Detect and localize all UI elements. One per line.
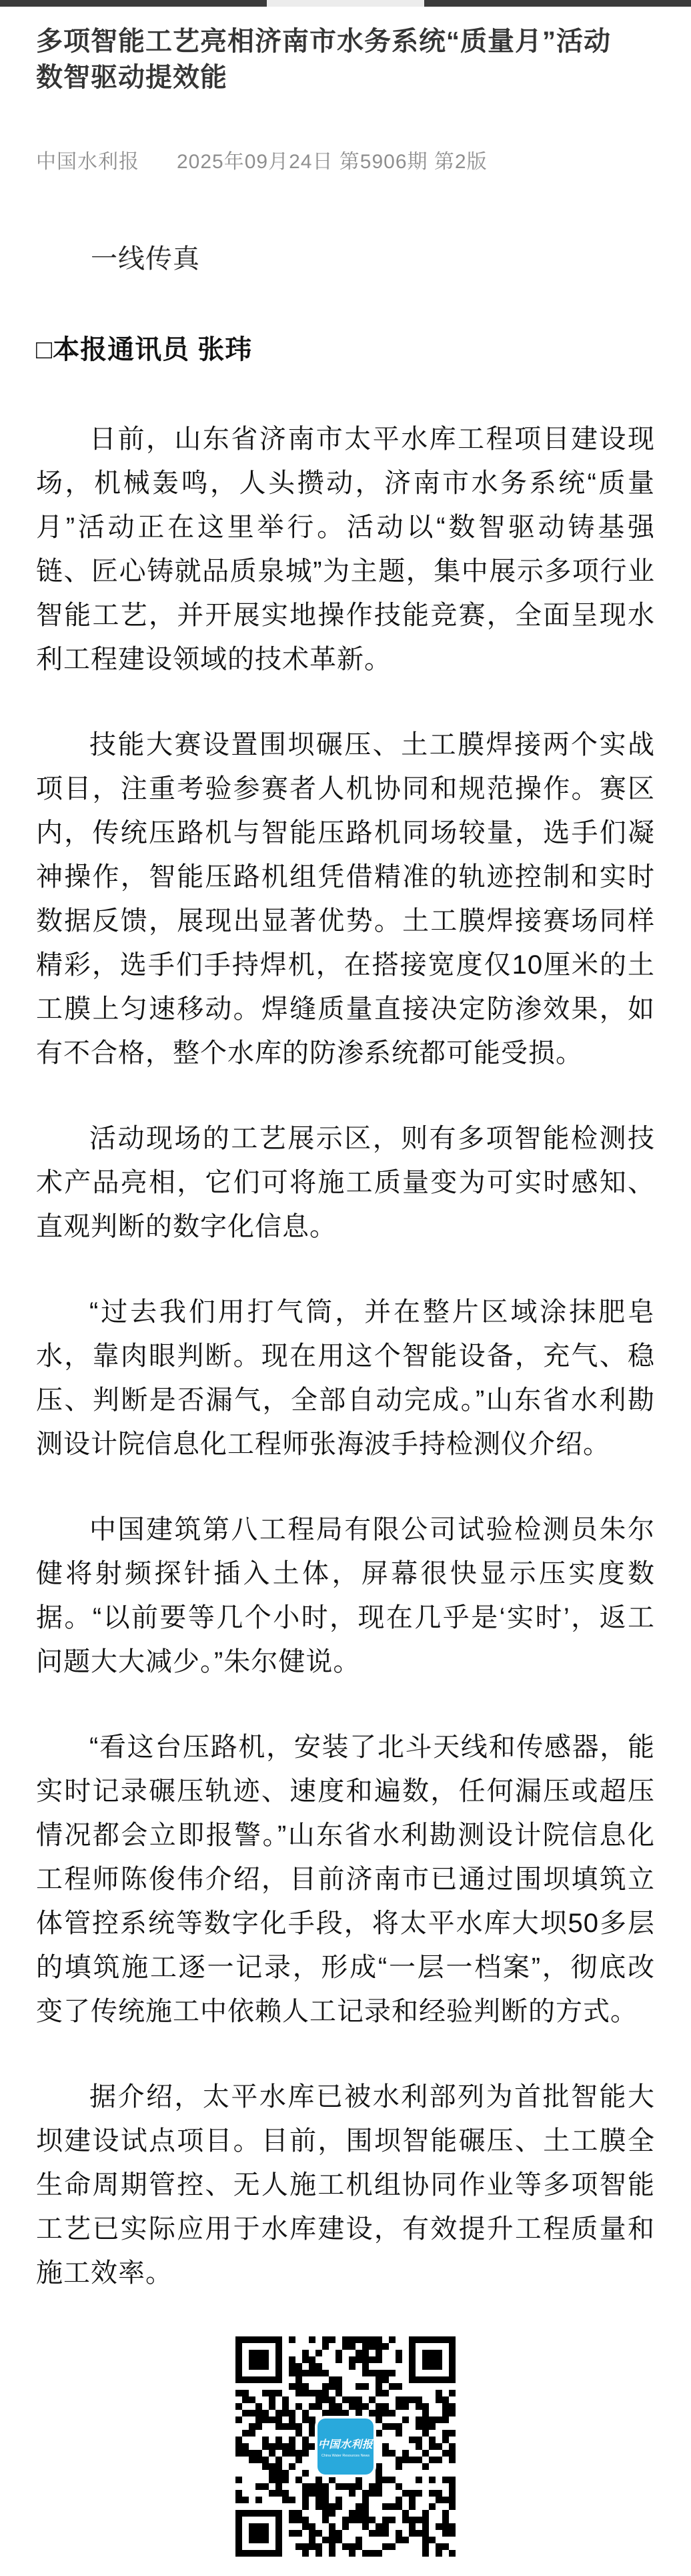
top-edge-left-segment [0, 0, 267, 7]
article-body [36, 417, 655, 2295]
qr-logo-subtitle: China Water Resources News [321, 2453, 370, 2458]
article-title-line1: 多项智能工艺亮相济南市水务系统“质量月”活动 [36, 27, 611, 56]
qr-code [235, 2336, 456, 2557]
section-label: 一线传真 [91, 244, 200, 274]
article-meta [36, 150, 655, 174]
paragraph: 活动现场的工艺展示区，则有多项智能检测技术产品亮相，它们可将施工质量变为可实时感知、直观判断的数字化信息。 [36, 1124, 655, 1241]
paragraph: 技能大赛设置围坝碾压、土工膜焊接两个实战项目，注重考验参赛者人机协同和规范操作。赛区内，传统压路机与智能压路机同场较量，选手们凝神操作，智能压路机组凭借精准的轨迹控制和实时数据反馈，展现出显著优势。土工膜焊接赛场同样精彩，选手们手持焊机，在搭接宽度仅10厘米的土工膜上匀速移动。焊缝质量直接决定防渗效果，如有不合格，整个水库的防渗系统都可能受损。 [36, 730, 655, 1068]
paragraph: “过去我们用打气筒，并在整片区域涂抹肥皂水，靠肉眼判断。现在用这个智能设备，充气、稳压、判断是否漏气，全部自动完成。”山东省水利勘测设计院信息化工程师张海波手持检测仪介绍。 [36, 1297, 655, 1459]
article-title [36, 23, 655, 95]
qr-logo-title: 中国水利报 [317, 2439, 374, 2451]
top-edge-middle-segment [267, 0, 424, 7]
top-edge-bar [0, 0, 691, 7]
publication-date-issue: 2025年09月24日 第5906期 第2版 [177, 151, 488, 173]
paragraph: “看这台压路机，安装了北斗天线和传感器，能实时记录碾压轨迹、速度和遍数，任何漏压或超压情况都会立即报警。”山东省水利勘测设计院信息化工程师陈俊伟介绍，目前济南市已通过围坝填筑立体管控系统等数字化手段，将太平水库大坝50多层的填筑施工逐一记录，形成“一层一档案”，彻底改变了传统施工中依赖人工记录和经验判断的方式。 [36, 1732, 655, 2026]
paragraph: 据介绍，太平水库已被水利部列为首批智能大坝建设试点项目。目前，围坝智能碾压、土工膜全生命周期管控、无人施工机组协同作业等多项智能工艺已实际应用于水库建设，有效提升工程质量和施工效率。 [36, 2082, 655, 2288]
paragraph: 中国建筑第八工程局有限公司试验检测员朱尔健将射频探针插入土体，屏幕很快显示压实度数据。“以前要等几个小时，现在几乎是‘实时’，返工问题大大减少。”朱尔健说。 [36, 1515, 655, 1676]
paragraph: 日前，山东省济南市太平水库工程项目建设现场，机械轰鸣，人头攒动，济南市水务系统“质量月”活动正在这里举行。活动以“数智驱动铸基强链、匠心铸就品质泉城”为主题，集中展示多项行业智能工艺，并开展实地操作技能竞赛，全面呈现水利工程建设领域的技术革新。 [36, 424, 655, 674]
qr-center-logo [315, 2416, 376, 2477]
footer-spacer [36, 2557, 655, 2569]
article-page [0, 23, 691, 2569]
article-title-line2: 数智驱动提效能 [36, 63, 227, 92]
byline: □本报通讯员 张玮 [36, 335, 253, 364]
publication-name: 中国水利报 [36, 151, 139, 173]
top-edge-right-segment [424, 0, 691, 7]
